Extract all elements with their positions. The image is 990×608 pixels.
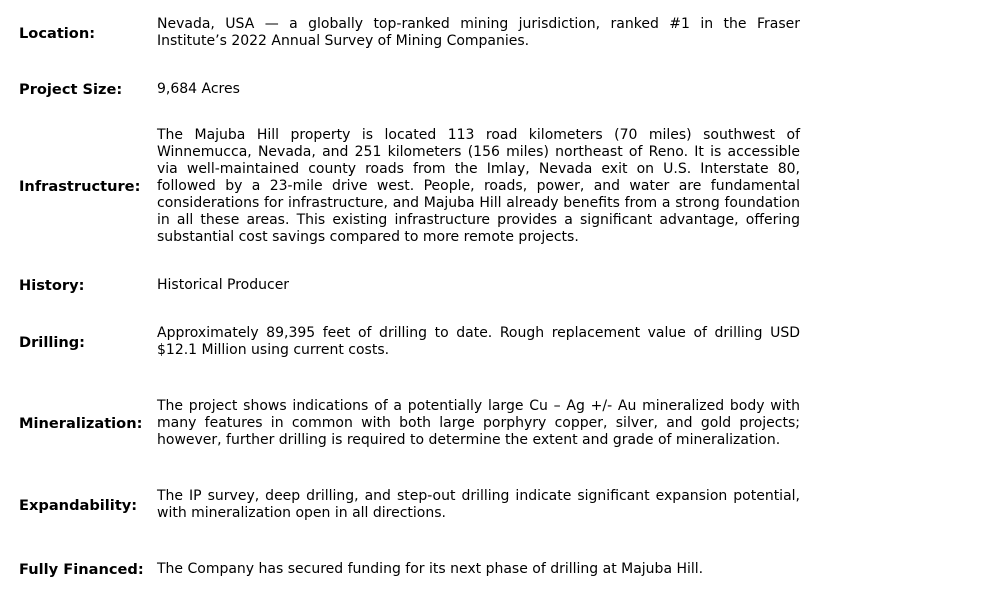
- fact-label: Fully Financed:: [19, 560, 144, 578]
- fact-value: The IP survey, deep drilling, and step-out drilling indicate significant expansion potential, with mineralization open in all directions.: [157, 488, 800, 521]
- fact-row-infrastructure: [19, 127, 800, 246]
- fact-row-expandability: [19, 488, 800, 522]
- fact-label: History:: [19, 277, 85, 294]
- fact-label: Location:: [19, 24, 96, 42]
- fact-value: Nevada, USA — a globally top-ranked mining jurisdiction, ranked #1 in the Fraser Institute’s 2022 Annual Survey of Mining Companies.: [157, 16, 800, 49]
- fact-value: 9,684 Acres: [157, 81, 240, 97]
- fact-value: The project shows indications of a potentially large Cu – Ag +/- Au mineralized body with many features in common with both large porphyry copper, silver, and gold projects; however, further drilling is required to determine the extent and grade of mineralization.: [157, 397, 800, 448]
- fact-row-fully-financed: [19, 552, 800, 586]
- fact-row-history: [19, 277, 800, 294]
- fact-value: The Company has secured funding for its next phase of drilling at Majuba Hill.: [157, 560, 704, 577]
- fact-label: Mineralization:: [19, 414, 143, 432]
- fact-value: Approximately 89,395 feet of drilling to date. Rough replacement value of drilling USD $12.1 Million using current costs.: [157, 325, 800, 358]
- fact-row-mineralization: [19, 389, 800, 457]
- fact-value: The Majuba Hill property is located 113 road kilometers (70 miles) southwest of Winnemucca, Nevada, and 251 kilometers (156 miles) northeast of Reno. It is accessible via well-maintained county roads from the Imlay, Nevada exit on U.S. Interstate 80, followed by a 23-mile drive west. People, roads, power, and water are fundamental considerations for infrastructure, and Majuba Hill already benefits from a strong foundation in all these areas. This existing infrastructure provides a significant advantage, offering substantial cost savings compared to more remote projects.: [157, 127, 800, 245]
- fact-label: Project Size:: [19, 81, 123, 98]
- fact-row-project-size: [19, 81, 800, 98]
- fact-label: Expandability:: [19, 496, 138, 514]
- fact-label: Drilling:: [19, 333, 85, 351]
- fact-row-drilling: [19, 325, 800, 359]
- fact-row-location: [19, 16, 800, 50]
- fact-label: Infrastructure:: [19, 178, 141, 195]
- fact-value: Historical Producer: [157, 277, 290, 293]
